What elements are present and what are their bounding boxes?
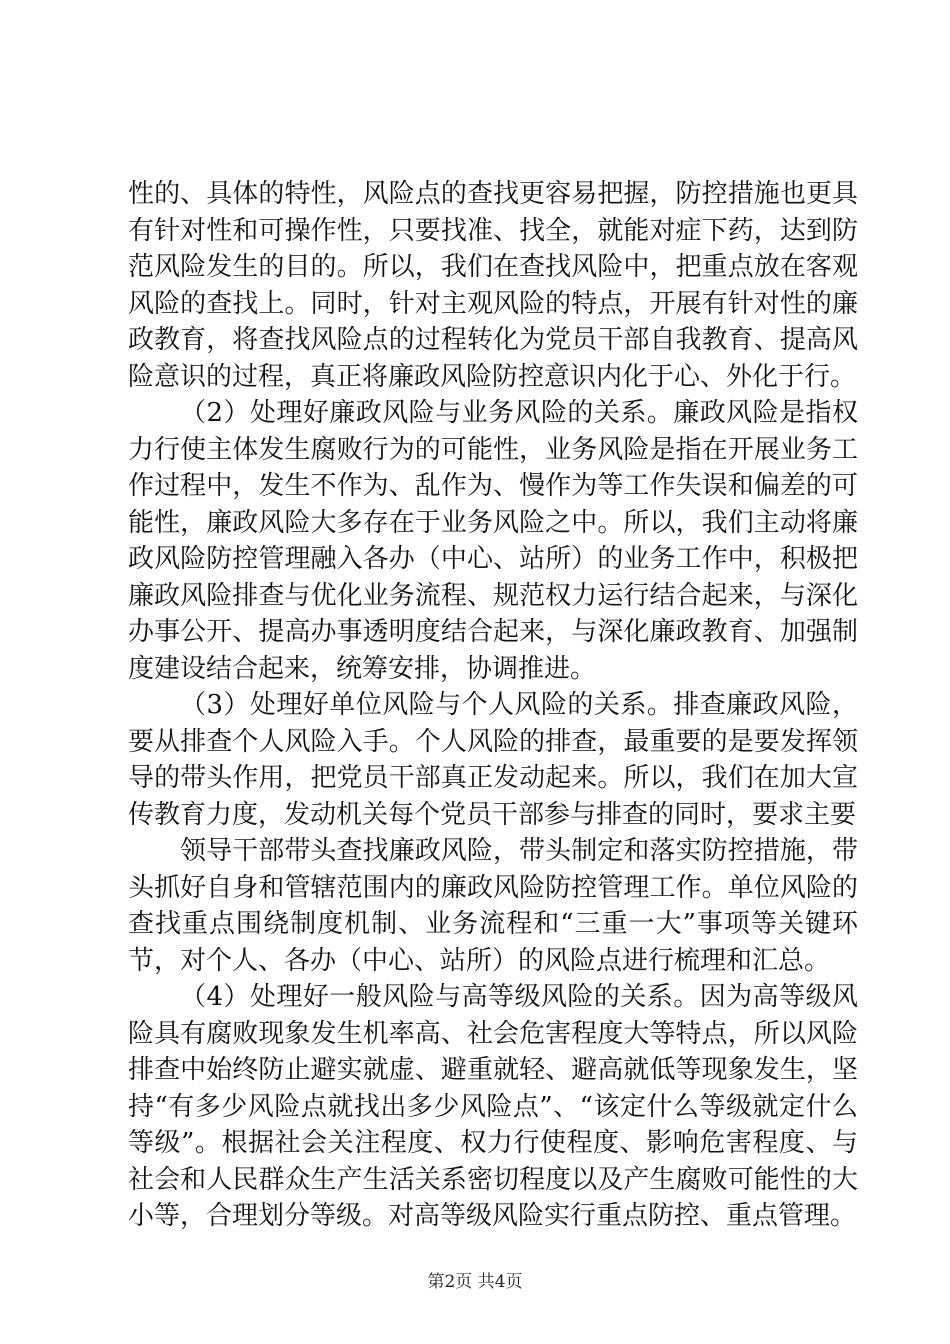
- paragraph-leader-duty: 领导干部带头查找廉政风险，带头制定和落实防控措施，带头抓好自身和管辖范围内的廉政风险防控管理工作。单位风险的查找重点围绕制度机制、业务流程和“三重一大”事项等关键环节，对个人、各办（中心、站所）的风险点进行梳理和汇总。: [128, 836, 858, 976]
- page-number-footer: 第2页 共4页: [427, 1272, 523, 1292]
- paragraph-unit-personal-risk: （3）处理好单位风险与个人风险的关系。排查廉政风险，要从排查个人风险入手。个人风险的排查，最重要的是要发挥领导的带头作用，把党员干部真正发动起来。所以，我们在加大宣传教育力度，发动机关每个党员干部参与排查的同时，要求主要: [128, 690, 858, 830]
- paragraph-business-risk: （2）处理好廉政风险与业务风险的关系。廉政风险是指权力行使主体发生腐败行为的可能性，业务风险是指在开展业务工作过程中，发生不作为、乱作为、慢作为等工作失误和偏差的可能性，廉政风险大多存在于业务风险之中。所以，我们主动将廉政风险防控管理融入各办（中心、站所）的业务工作中，积极把廉政风险排查与优化业务流程、规范权力运行结合起来，与深化办事公开、提高办事透明度结合起来，与深化廉政教育、加强制度建设结合起来，统筹安排，协调推进。: [128, 398, 858, 684]
- document-body: [128, 176, 858, 1235]
- paragraph-continuation: 性的、具体的特性，风险点的查找更容易把握，防控措施也更具有针对性和可操作性，只要找准、找全，就能对症下药，达到防范风险发生的目的。所以，我们在查找风险中，把重点放在客观风险的查找上。同时，针对主观风险的特点，开展有针对性的廉政教育，将查找风险点的过程转化为党员干部自我教育、提高风险意识的过程，真正将廉政风险防控意识内化于心、外化于行。: [128, 179, 858, 392]
- paragraph-risk-level: （4）处理好一般风险与高等级风险的关系。因为高等级风险具有腐败现象发生机率高、社会危害程度大等特点，所以风险排查中始终防止避实就虚、避重就轻、避高就低等现象发生，坚持“有多少风险点就找出多少风险点”、“该定什么等级就定什么等级”。根据社会关注程度、权力行使程度、影响危害程度、与社会和人民群众生产生活关系密切程度以及产生腐败可能性的大小等，合理划分等级。对高等级风险实行重点防控、重点管理。: [128, 982, 858, 1231]
